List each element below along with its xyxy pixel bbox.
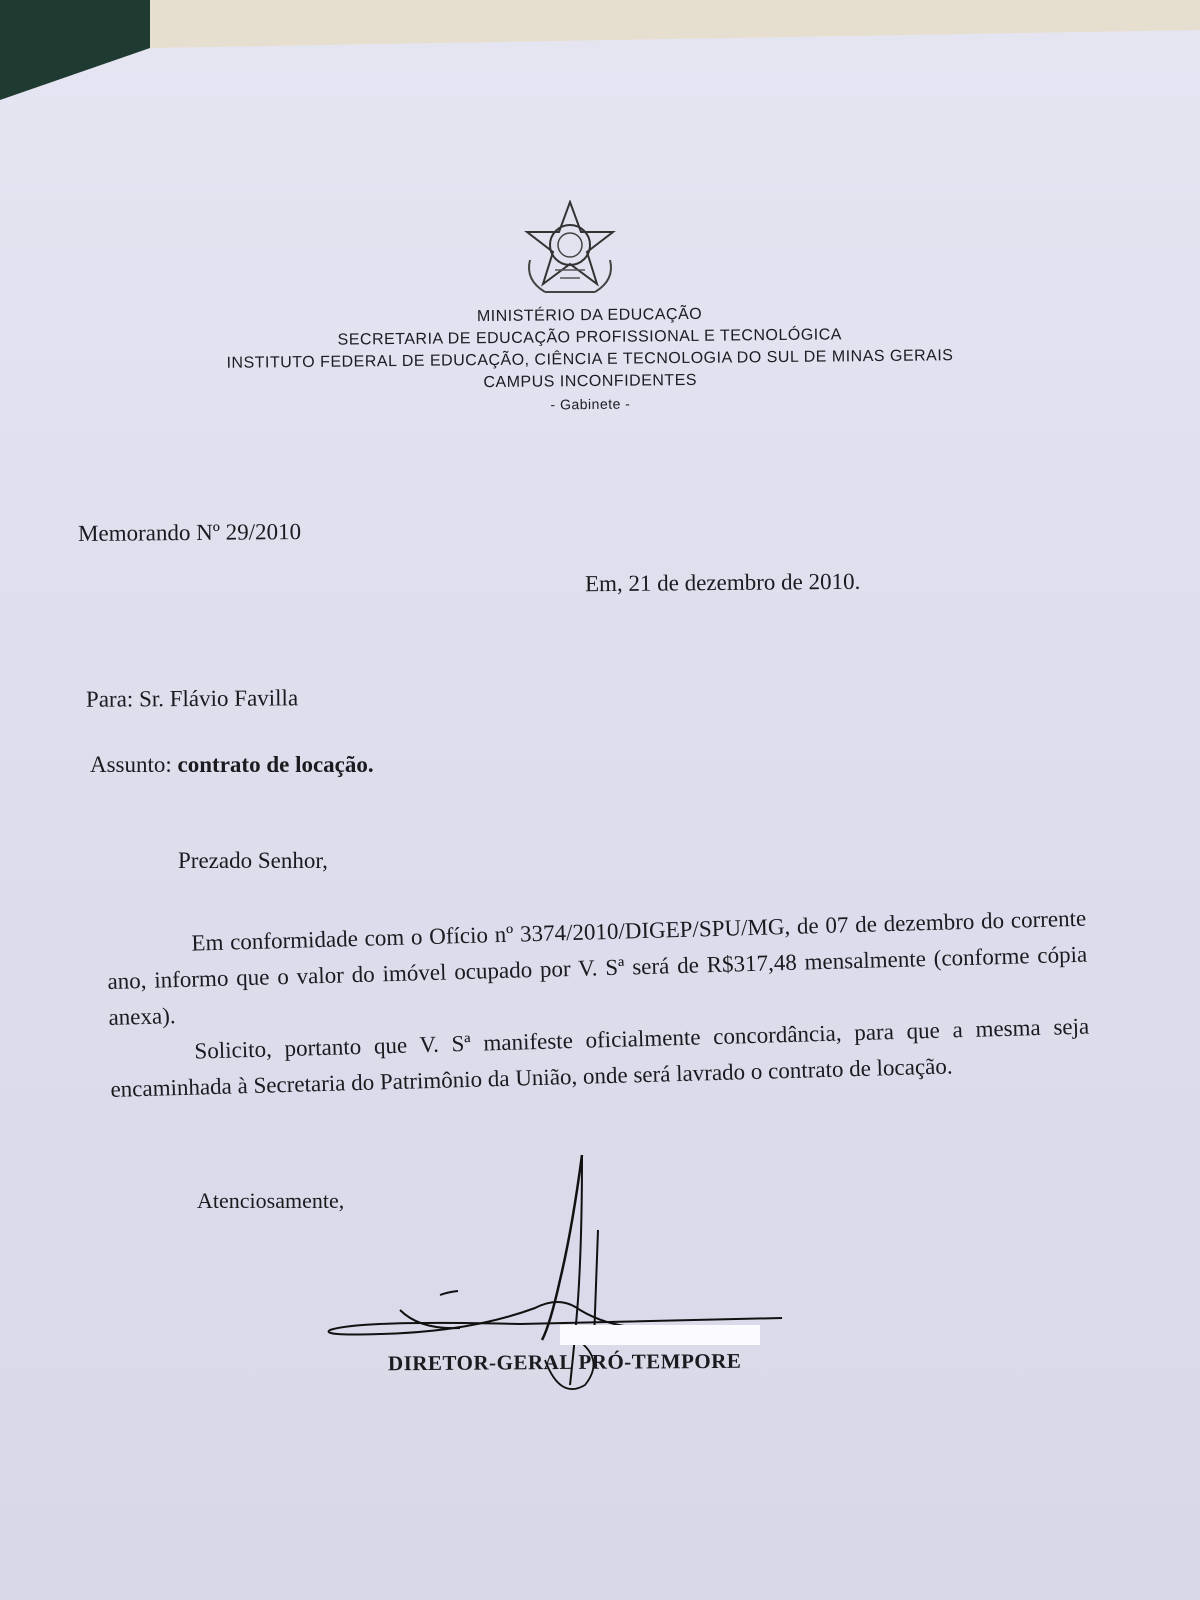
institute-line: INSTITUTO FEDERAL DE EDUCAÇÃO, CIÊNCIA E TECNOLOGIA DO SUL DE MINAS GERAIS: [226, 347, 954, 372]
recipient-line: [86, 685, 298, 712]
subject-label: Assunto:: [90, 752, 178, 777]
signer-title: DIRETOR-GERAL PRÓ-TEMPORE: [387, 1348, 742, 1376]
secretariat-line: SECRETARIA DE EDUCAÇÃO PROFISSIONAL E TECNOLÓGICA: [337, 326, 842, 349]
subject-line: [90, 752, 374, 778]
ministry-line: MINISTÉRIO DA EDUCAÇÃO: [476, 305, 703, 326]
brazil-coat-of-arms-icon: [515, 200, 625, 300]
closing: Atenciosamente,: [197, 1188, 345, 1213]
body-paragraph-1: Em conformidade com o Ofício nº 3374/2010/DIGEP/SPU/MG, de 07 de dezembro do corrente ano, informo que o valor do imóvel ocupado por V. Sª será de R$317,48 mensalmente (conforme cópia anexa).: [107, 905, 1088, 1030]
memo-body: [106, 901, 1091, 1108]
subject-value: contrato de locação.: [177, 752, 374, 777]
letterhead: [139, 300, 1040, 419]
memo-date: Em, 21 de dezembro de 2010.: [584, 568, 861, 597]
memo-number: Memorando Nº 29/2010: [77, 519, 302, 546]
recipient-label: Para:: [85, 686, 140, 712]
greeting: Prezado Senhor,: [178, 848, 328, 873]
recipient-name: Sr. Flávio Favilla: [138, 685, 299, 712]
redaction-box: [560, 1325, 760, 1345]
body-paragraph-2: Solicito, portanto que V. Sª manifeste oficialmente concordância, para que a mesma seja encaminhada à Secretaria do Patrimônio da União, onde será lavrado o contrato de locação.: [110, 1013, 1090, 1102]
campus-line: CAMPUS INCONFIDENTES: [483, 371, 698, 392]
office-line: - Gabinete -: [550, 395, 631, 413]
